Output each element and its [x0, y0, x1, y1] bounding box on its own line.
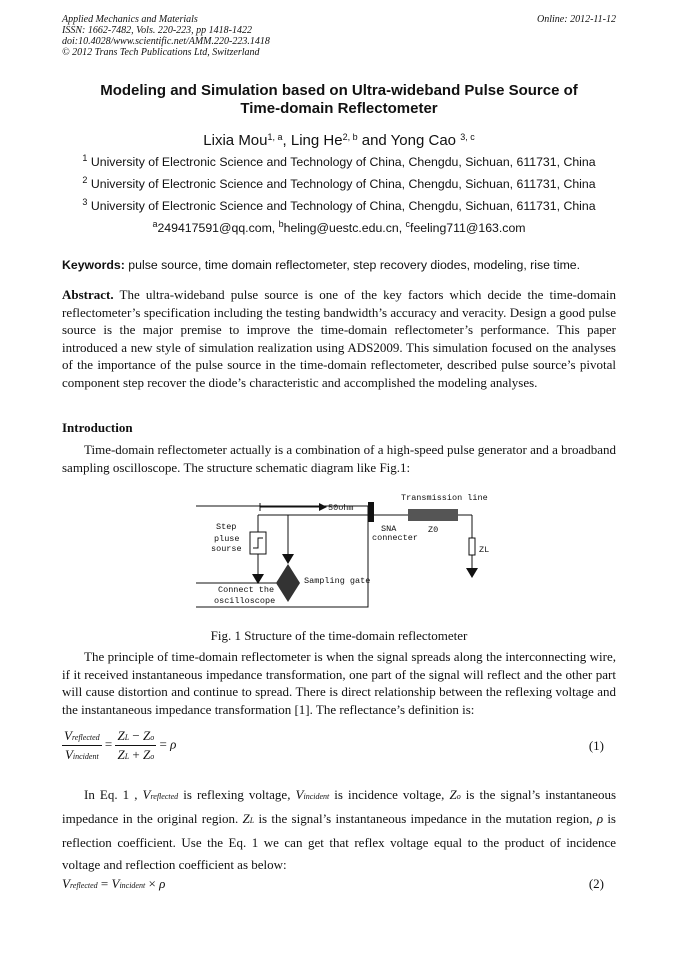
equation-explanation: In Eq. 1 , Vreflected is reflexing voltage, Vincident is incidence voltage, Zo is the signal’s instantaneous impedance in the original region. ZL is the signal’s instantaneous impedance in the mutation region, ρ is reflection coefficient. Use the Eq. 1 we can get that reflex voltage equal to the product of incidence voltage and reflection coefficient as below: — [62, 787, 616, 872]
affiliation-text: University of Electronic Science and Technology of China, Chengdu, Sichuan, 611731, China — [90, 199, 596, 213]
title-line-2: Time-domain Reflectometer — [240, 100, 438, 117]
fig-label-oscilloscope: oscilloscope — [214, 596, 276, 606]
author-list — [62, 132, 616, 149]
abstract-label: Abstract. — [62, 287, 114, 302]
section-heading-introduction: Introduction — [62, 420, 133, 435]
author-name: Lixia Mou — [203, 132, 268, 149]
eq1-impedance-ratio: $\frac{ZL - Zo}{ZL + Zo}$ — [117, 728, 155, 762]
sampling-gate-icon — [276, 564, 300, 602]
online-date: Online: 2012-11-12 — [537, 14, 616, 25]
author-name: Yong Cao — [390, 132, 461, 149]
fig-label-step: Step — [216, 522, 237, 532]
tdr-structure-diagram — [196, 488, 496, 618]
author-sep: and — [357, 132, 391, 149]
equation-number: (2) — [588, 876, 604, 891]
fig-label-transmission-line: Transmission line — [401, 493, 488, 503]
email-sup: a — [152, 219, 158, 229]
affiliation-text: University of Electronic Science and Technology of China, Chengdu, Sichuan, 611731, China — [90, 177, 596, 191]
intro-paragraph: Time-domain reflectometer actually is a combination of a high-speed pulse generator and a broadband sampling oscilloscope. The structure schematic diagram like Fig.1: — [62, 442, 616, 475]
abstract — [62, 286, 616, 392]
sna-connector-icon — [368, 502, 374, 522]
paper-title — [62, 82, 616, 118]
author-sep: , — [282, 132, 291, 149]
title-line-1: Modeling and Simulation based on Ultra-wideband Pulse Source of — [100, 82, 578, 99]
fig-label-sourse: sourse — [211, 544, 242, 554]
equation-number: (1) — [588, 738, 604, 753]
principle-paragraph: The principle of time-domain reflectometer is when the signal spreads along the interconnecting wire, if it received instantaneous impedance transformation, one part of the signal will reflect and the other part will cause distortion and continue to spread. There is direct relationship between the reflexing voltage and the instantaneous impedance transformation [1]. The reflectance’s definition is: — [62, 649, 616, 717]
arrow-right-icon — [319, 503, 327, 511]
author-name: Ling He — [290, 132, 343, 149]
issn-line: ISSN: 1662-7482, Vols. 220-223, pp 1418-1422 — [62, 25, 252, 36]
author-sup: 3, c — [460, 132, 475, 142]
journal-header — [62, 14, 616, 58]
affiliation-3 — [62, 199, 616, 213]
email-sup: b — [278, 219, 284, 229]
fig-label-connecter: connecter — [372, 533, 418, 543]
load-resistor-icon — [469, 538, 475, 555]
author-sup: 2, b — [342, 132, 358, 142]
abstract-text: The ultra-wideband pulse source is one of the key factors which decide the time-domain reflectometer’s specification including the testing bandwidth’s accuracy and veracity. Design a good pulse source is the major premise to improve the time-domain reflectometer’s performance. This paper introduced a new style of simulation realization using ADS2009. This simulation focused on the analyses of the importance of the pulse source in the time-domain reflectometer, described pulse source’s pivotal component step recover the diode’s characteristic and accomplished the modeling analyses. — [62, 287, 616, 390]
fig-label-pluse: pluse — [214, 534, 240, 544]
affiliation-number: 1 — [82, 153, 88, 163]
affiliation-1 — [62, 155, 616, 169]
fig-label-sampling-gate: Sampling gate — [304, 576, 371, 586]
eq1-voltage-ratio: $\frac{\text{Vreflected}}{\text{Vincident}}$ — [64, 728, 100, 762]
figure-caption: Fig. 1 Structure of the time-domain reflectometer — [210, 628, 468, 643]
email-list — [62, 221, 616, 235]
fig-label-zl: ZL — [479, 545, 490, 555]
fig-label-connect: Connect the — [218, 585, 275, 595]
equation-2: Vreflected = Vincident × ρ (2) — [62, 876, 604, 891]
email-sup: c — [405, 219, 411, 229]
fig-label-ohm: 50ohm — [328, 503, 354, 513]
journal-name: Applied Mechanics and Materials — [62, 14, 198, 25]
copyright-line: © 2012 Trans Tech Publications Ltd, Switzerland — [62, 47, 260, 58]
affiliation-2 — [62, 177, 616, 191]
email-link[interactable]: heling@uestc.edu.cn, — [283, 221, 406, 235]
doi-line: doi:10.4028/www.scientific.net/AMM.220-223.1418 — [62, 36, 270, 47]
keywords-label: Keywords: — [62, 258, 125, 272]
affiliation-number: 3 — [82, 197, 88, 207]
affiliation-number: 2 — [82, 175, 88, 185]
author-sup: 1, a — [267, 132, 283, 142]
arrow-down-icon — [282, 554, 294, 564]
keywords — [62, 258, 616, 272]
transmission-line-icon — [408, 509, 458, 521]
email-link[interactable]: 249417591@qq.com, — [157, 221, 279, 235]
affiliation-text: University of Electronic Science and Technology of China, Chengdu, Sichuan, 611731, China — [90, 155, 596, 169]
arrow-down-icon — [466, 568, 478, 578]
fig-label-z0: Z0 — [428, 525, 439, 535]
fig-label-sna: SNA — [381, 524, 397, 534]
keywords-text: pulse source, time domain reflectometer, step recovery diodes, modeling, rise time. — [124, 258, 581, 272]
email-link[interactable]: feeling711@163.com — [410, 221, 526, 235]
equation-1: $\frac{\text{Vreflected}}{\text{Vincident}}$ = $\frac{ZL - Zo}{ZL + Zo}$ = ρ (1) — [64, 728, 604, 762]
